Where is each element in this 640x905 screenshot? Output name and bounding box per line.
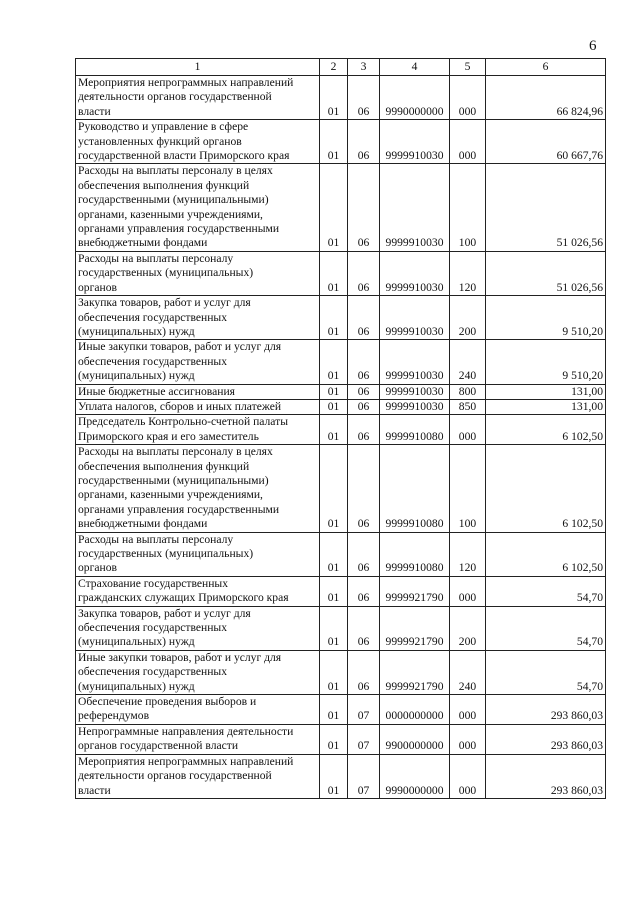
row-name: Непрограммные направления деятельности органов государственной власти <box>76 724 320 754</box>
row-name: Иные закупки товаров, работ и услуг для обеспечения государственных (муниципальных) нужд <box>76 340 320 384</box>
row-name: Страхование государственных гражданских служащих Приморского края <box>76 576 320 606</box>
row-expense-type: 200 <box>450 606 486 650</box>
row-expense-type: 120 <box>450 251 486 295</box>
row-amount: 60 667,76 <box>486 120 606 164</box>
row-subsection: 06 <box>348 606 380 650</box>
row-target-code: 9999910080 <box>380 415 450 445</box>
row-expense-type: 000 <box>450 120 486 164</box>
table-row <box>76 415 606 445</box>
table-row <box>76 576 606 606</box>
row-name: Закупка товаров, работ и услуг для обеспечения государственных (муниципальных) нужд <box>76 296 320 340</box>
table-row <box>76 164 606 251</box>
row-section: 01 <box>320 76 348 120</box>
row-target-code: 9999910030 <box>380 399 450 414</box>
row-target-code: 9900000000 <box>380 724 450 754</box>
table-row <box>76 340 606 384</box>
row-expense-type: 120 <box>450 532 486 576</box>
row-name: Уплата налогов, сборов и иных платежей <box>76 399 320 414</box>
row-amount: 51 026,56 <box>486 164 606 251</box>
row-section: 01 <box>320 650 348 694</box>
row-amount: 131,00 <box>486 384 606 399</box>
row-name: Расходы на выплаты персоналу в целях обеспечения выполнения функций государственными (муниципальными) органами, казенными учреждениями, органами управления государственными внебюджетными фондами <box>76 164 320 251</box>
table-row <box>76 695 606 725</box>
row-name: Расходы на выплаты персоналу государственных (муниципальных) органов <box>76 532 320 576</box>
table-row <box>76 120 606 164</box>
row-expense-type: 200 <box>450 296 486 340</box>
row-amount: 51 026,56 <box>486 251 606 295</box>
row-subsection: 06 <box>348 445 380 532</box>
row-expense-type: 000 <box>450 695 486 725</box>
row-target-code: 9999910030 <box>380 296 450 340</box>
row-amount: 6 102,50 <box>486 415 606 445</box>
row-amount: 131,00 <box>486 399 606 414</box>
row-target-code: 0000000000 <box>380 695 450 725</box>
column-header-expense-type: 5 <box>450 59 486 76</box>
row-section: 01 <box>320 695 348 725</box>
page-number: 6 <box>589 38 597 54</box>
row-name: Мероприятия непрограммных направлений деятельности органов государственной власти <box>76 754 320 798</box>
row-target-code: 9990000000 <box>380 754 450 798</box>
row-name: Расходы на выплаты персоналу государственных (муниципальных) органов <box>76 251 320 295</box>
row-name: Расходы на выплаты персоналу в целях обеспечения выполнения функций государственными (муниципальными) органами, казенными учреждениями, органами управления государственными внебюджетными фондами <box>76 445 320 532</box>
row-name: Иные закупки товаров, работ и услуг для обеспечения государственных (муниципальных) нужд <box>76 650 320 694</box>
row-section: 01 <box>320 754 348 798</box>
row-section: 01 <box>320 576 348 606</box>
row-section: 01 <box>320 445 348 532</box>
row-amount: 9 510,20 <box>486 340 606 384</box>
row-name: Закупка товаров, работ и услуг для обеспечения государственных (муниципальных) нужд <box>76 606 320 650</box>
row-subsection: 06 <box>348 384 380 399</box>
row-amount: 6 102,50 <box>486 445 606 532</box>
row-section: 01 <box>320 532 348 576</box>
table-row <box>76 754 606 798</box>
row-expense-type: 000 <box>450 415 486 445</box>
column-header-amount: 6 <box>486 59 606 76</box>
row-subsection: 07 <box>348 695 380 725</box>
row-section: 01 <box>320 340 348 384</box>
row-target-code: 9999910030 <box>380 164 450 251</box>
table-row <box>76 296 606 340</box>
row-expense-type: 240 <box>450 340 486 384</box>
column-header-name: 1 <box>76 59 320 76</box>
row-name: Руководство и управление в сфере установленных функций органов государственной власти Приморского края <box>76 120 320 164</box>
row-section: 01 <box>320 415 348 445</box>
row-expense-type: 800 <box>450 384 486 399</box>
row-target-code: 9999910030 <box>380 251 450 295</box>
row-name: Мероприятия непрограммных направлений деятельности органов государственной власти <box>76 76 320 120</box>
row-name: Председатель Контрольно-счетной палаты Приморского края и его заместитель <box>76 415 320 445</box>
row-amount: 54,70 <box>486 576 606 606</box>
row-subsection: 06 <box>348 650 380 694</box>
row-amount: 293 860,03 <box>486 724 606 754</box>
row-section: 01 <box>320 164 348 251</box>
row-subsection: 06 <box>348 251 380 295</box>
row-subsection: 06 <box>348 296 380 340</box>
row-target-code: 9999921790 <box>380 650 450 694</box>
table-row <box>76 445 606 532</box>
table-row <box>76 384 606 399</box>
table-row <box>76 76 606 120</box>
row-section: 01 <box>320 399 348 414</box>
table-row <box>76 251 606 295</box>
row-subsection: 07 <box>348 754 380 798</box>
row-subsection: 07 <box>348 724 380 754</box>
table-row <box>76 724 606 754</box>
row-target-code: 9999910030 <box>380 384 450 399</box>
row-amount: 54,70 <box>486 650 606 694</box>
row-amount: 293 860,03 <box>486 754 606 798</box>
column-header-subsection: 3 <box>348 59 380 76</box>
row-expense-type: 100 <box>450 445 486 532</box>
row-target-code: 9990000000 <box>380 76 450 120</box>
column-header-target-code: 4 <box>380 59 450 76</box>
row-section: 01 <box>320 724 348 754</box>
row-expense-type: 000 <box>450 754 486 798</box>
row-section: 01 <box>320 606 348 650</box>
row-expense-type: 000 <box>450 576 486 606</box>
row-subsection: 06 <box>348 576 380 606</box>
table-row <box>76 650 606 694</box>
row-amount: 9 510,20 <box>486 296 606 340</box>
row-amount: 6 102,50 <box>486 532 606 576</box>
row-target-code: 9999910080 <box>380 445 450 532</box>
table-row <box>76 399 606 414</box>
row-expense-type: 100 <box>450 164 486 251</box>
row-expense-type: 240 <box>450 650 486 694</box>
row-name: Обеспечение проведения выборов и референдумов <box>76 695 320 725</box>
row-target-code: 9999910030 <box>380 340 450 384</box>
row-expense-type: 000 <box>450 724 486 754</box>
row-subsection: 06 <box>348 76 380 120</box>
row-section: 01 <box>320 296 348 340</box>
row-name: Иные бюджетные ассигнования <box>76 384 320 399</box>
row-target-code: 9999910080 <box>380 532 450 576</box>
table-header-row <box>76 59 606 76</box>
row-expense-type: 000 <box>450 76 486 120</box>
budget-table <box>75 58 606 799</box>
table-row <box>76 532 606 576</box>
row-subsection: 06 <box>348 120 380 164</box>
row-amount: 54,70 <box>486 606 606 650</box>
row-target-code: 9999921790 <box>380 576 450 606</box>
row-section: 01 <box>320 384 348 399</box>
column-header-section: 2 <box>320 59 348 76</box>
row-section: 01 <box>320 251 348 295</box>
row-subsection: 06 <box>348 164 380 251</box>
row-subsection: 06 <box>348 415 380 445</box>
row-section: 01 <box>320 120 348 164</box>
table-row <box>76 606 606 650</box>
row-subsection: 06 <box>348 399 380 414</box>
row-expense-type: 850 <box>450 399 486 414</box>
row-amount: 293 860,03 <box>486 695 606 725</box>
row-subsection: 06 <box>348 340 380 384</box>
row-target-code: 9999910030 <box>380 120 450 164</box>
row-target-code: 9999921790 <box>380 606 450 650</box>
row-amount: 66 824,96 <box>486 76 606 120</box>
row-subsection: 06 <box>348 532 380 576</box>
